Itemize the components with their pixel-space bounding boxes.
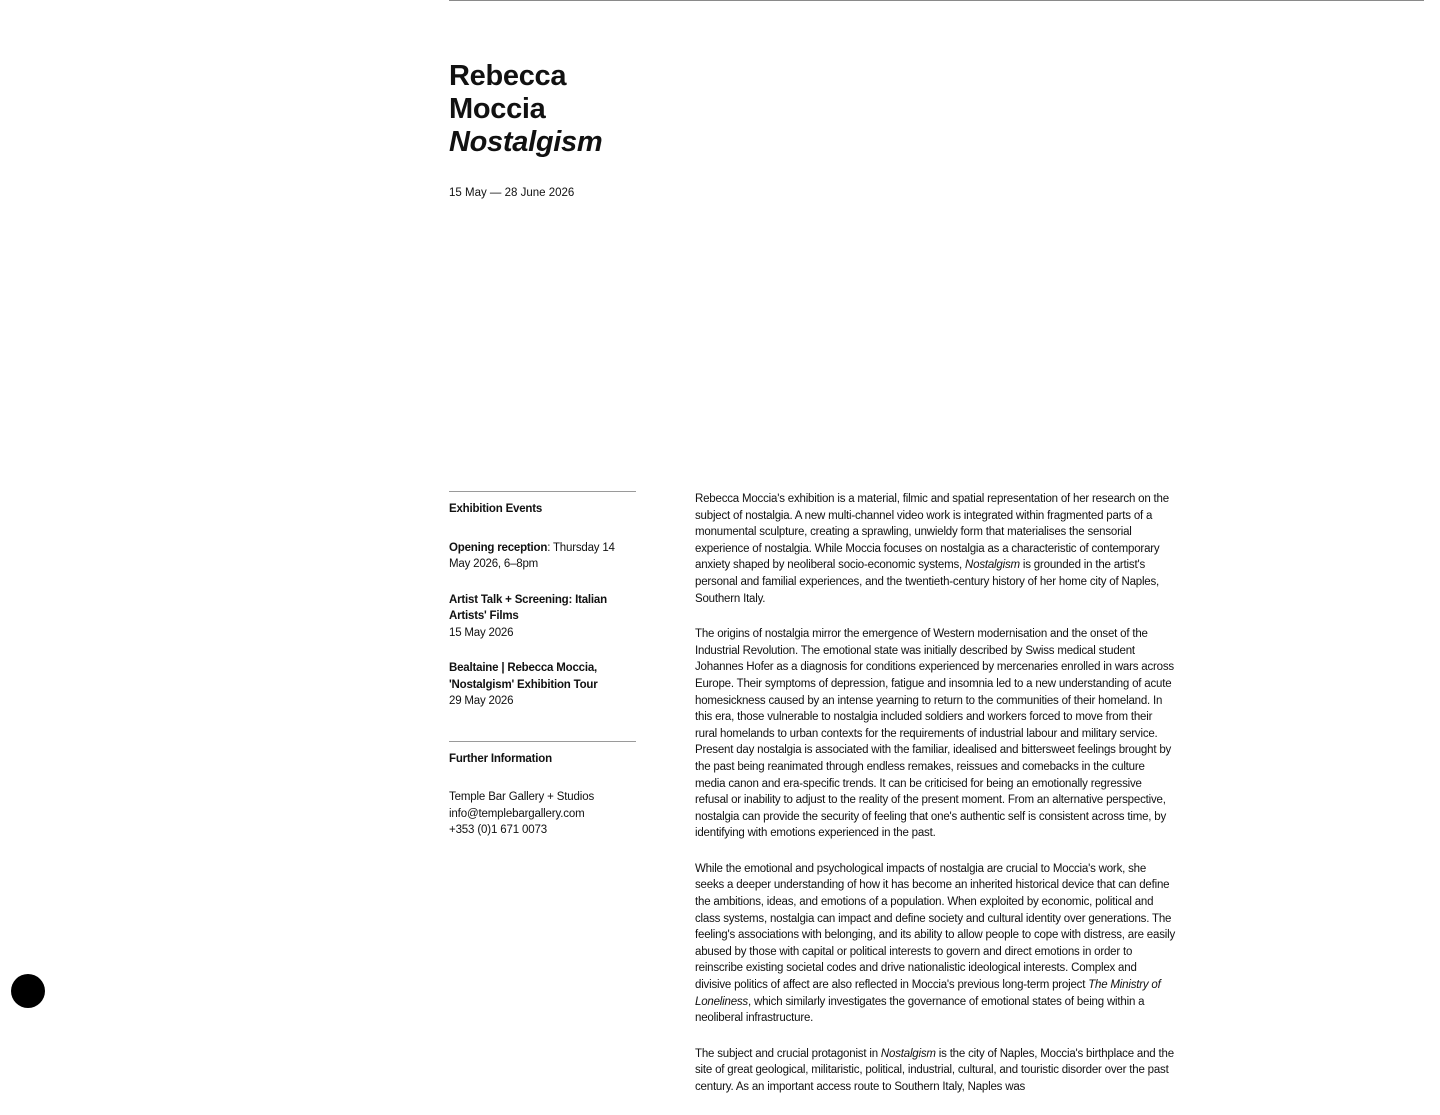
artist-name xyxy=(449,60,709,126)
events-divider xyxy=(449,491,636,492)
floating-circle-button[interactable] xyxy=(11,974,45,1008)
event-name[interactable]: Opening reception xyxy=(449,541,548,554)
event-name[interactable]: Bealtaine | Rebecca Moccia, 'Nostalgism' Exhibition Tour xyxy=(449,662,598,691)
paragraph-text: The subject and crucial protagonist in xyxy=(695,1047,881,1060)
italic-title: The Ministry of Loneliness xyxy=(695,979,1161,1008)
exhibition-header xyxy=(449,60,709,201)
exhibition-description xyxy=(695,491,1175,1115)
paragraph xyxy=(695,491,1175,607)
event-name[interactable]: Artist Talk + Screening: Italian Artists' Films xyxy=(449,593,607,622)
organisation-name: Temple Bar Gallery + Studios xyxy=(449,791,595,803)
event-item[interactable] xyxy=(449,540,636,573)
italic-title: Nostalgism xyxy=(880,1047,936,1060)
further-section-title: Further Information xyxy=(449,752,552,765)
italic-title: Nostalgism xyxy=(965,559,1020,572)
sidebar xyxy=(449,491,636,839)
paragraph-text: Rebecca Moccia's exhibition is a material, filmic and spatial representation of her research on the subject of nostalgia. A new multi-channel video work is integrated within fragmented parts of a monumental sculpture, creating a sprawling, unwieldy form that materialises the sensorial experience of nostalgia. While Moccia focuses on nostalgia as a characteristic of contemporary anxiety shaped by neoliberal socio-economic systems, xyxy=(695,493,1169,572)
artist-name-line1: Rebecca xyxy=(449,60,567,92)
exhibition-title: Nostalgism xyxy=(449,126,603,158)
top-divider xyxy=(449,0,1424,1)
phone-number[interactable]: +353 (0)1 671 0073 xyxy=(449,824,548,836)
event-detail: 29 May 2026 xyxy=(449,695,514,707)
further-divider xyxy=(449,741,636,742)
artist-name-line2: Moccia xyxy=(449,93,546,125)
exhibition-dates: 15 May — 28 June 2026 xyxy=(449,187,575,199)
event-item[interactable] xyxy=(449,660,636,710)
paragraph-text: , which similarly investigates the governance of emotional states of being within a neoliberal infrastructure. xyxy=(695,995,1145,1025)
further-information xyxy=(449,741,636,839)
paragraph-text: is the city of Naples, Moccia's birthplace and the site of great geological, militaristic, political, industrial, cultural, and touristic disorder over the past century. As an important access route to Southern Italy, Naples was xyxy=(695,1047,1174,1093)
paragraph: The origins of nostalgia mirror the emergence of Western modernisation and the onset of the Industrial Revolution. The emotional state was initially described by Swiss medical student Johannes Hofer as a diagnosis for conditions experienced by mercenaries enrolled in wars across Europe. Their symptoms of depression, fatigue and insomnia led to a new understanding of acute homesickness caused by an intense yearning to return to the communities of their homeland. In this era, those vulnerable to nostalgia included soldiers and workers forced to move from their rural homelands to urban contexts for the requirements of industrial labour and military service. Present day nostalgia is associated with the familiar, idealised and bittersweet feelings brought by the past being reanimated through endless remakes, reissues and comebacks in the culture media canon and era-specific trends. It can be criticised for being an emotionally regressive refusal or inability to adjust to the reality of the present moment. From an alternative perspective, nostalgia can provide the security of feeling that one's authentic self is consistent across time, by identifying with emotions experienced in the past. xyxy=(695,628,1174,840)
events-section-title: Exhibition Events xyxy=(449,503,543,515)
paragraph xyxy=(695,861,1175,1027)
paragraph-text: While the emotional and psychological impacts of nostalgia are crucial to Moccia's work, she seeks a deeper understanding of how it has become an inherited historical device that can define the ambitions, ideas, and emotions of a population. When exploited by economic, political and class systems, nostalgia can impact and define society and cultural identity over generations. The feeling's associations with belonging, and its ability to allow people to cope with distress, are easily abused by those with capital or political interests to govern and direct emotions in order to reinscribe existing societal codes and drive nationalistic ideological interests. Complex and divisive politics of affect are also reflected in Moccia's previous long-term project xyxy=(695,862,1176,992)
contact-details xyxy=(449,789,636,839)
paragraph-text: is grounded in the artist's personal and familial experiences, and the twentieth-century history of her home city of Naples, Southern Italy. xyxy=(695,559,1160,605)
event-detail: 15 May 2026 xyxy=(449,626,514,639)
event-detail: : Thursday 14 May 2026, 6–8pm xyxy=(449,541,615,570)
email-link[interactable]: info@templebargallery.com xyxy=(449,807,585,820)
event-item[interactable] xyxy=(449,592,636,642)
paragraph xyxy=(695,1046,1175,1096)
